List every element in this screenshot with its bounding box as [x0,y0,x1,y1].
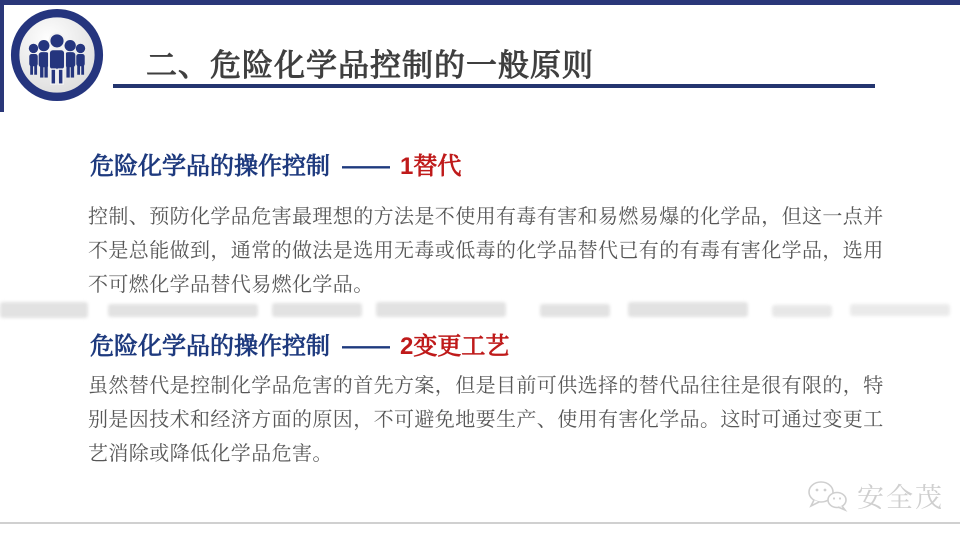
section-1-heading-label: 危险化学品的操作控制 [90,153,330,180]
section-1-paragraph [88,200,884,302]
section-2-heading-label: 危险化学品的操作控制 [90,333,330,360]
top-border [0,0,960,5]
section-2-heading [90,326,509,361]
wechat-icon [806,479,850,513]
paragraph-line: 不是总能做到，通常的做法是选用无毒或低毒的化学品替代已有的有毒有害化学品，选用 [88,240,884,262]
people-group-icon [10,8,104,102]
section-1-heading-highlight: 1替代 [400,153,462,180]
section-2-heading-dash: —— [342,333,390,360]
paragraph-line: 艺消除或降低化学品危害。 [88,443,333,465]
section-2-heading-highlight: 2变更工艺 [400,333,510,360]
brand-name: 安全茂 [857,483,944,513]
section-1-heading [90,146,461,181]
title-underline [113,84,875,88]
section-2-paragraph [88,369,884,471]
paragraph-line: 控制、预防化学品危害最理想的方法是不使用有毒有害和易燃易爆的化学品，但这一点并 [88,206,884,228]
section-1-heading-dash: —— [342,153,390,180]
paragraph-line: 别是因技术和经济方面的原因，不可避免地要生产、使用有害化学品。这时可通过变更工 [88,409,884,431]
slide-title: 二、危险化学品控制的一般原则 [146,48,594,83]
brand-watermark [806,476,944,515]
paragraph-line: 不可燃化学品替代易燃化学品。 [88,274,374,296]
left-border [0,0,4,112]
paragraph-line: 虽然替代是控制化学品危害的首先方案，但是目前可供选择的替代品往往是很有限的，特 [88,375,884,397]
bottom-divider [0,522,960,524]
